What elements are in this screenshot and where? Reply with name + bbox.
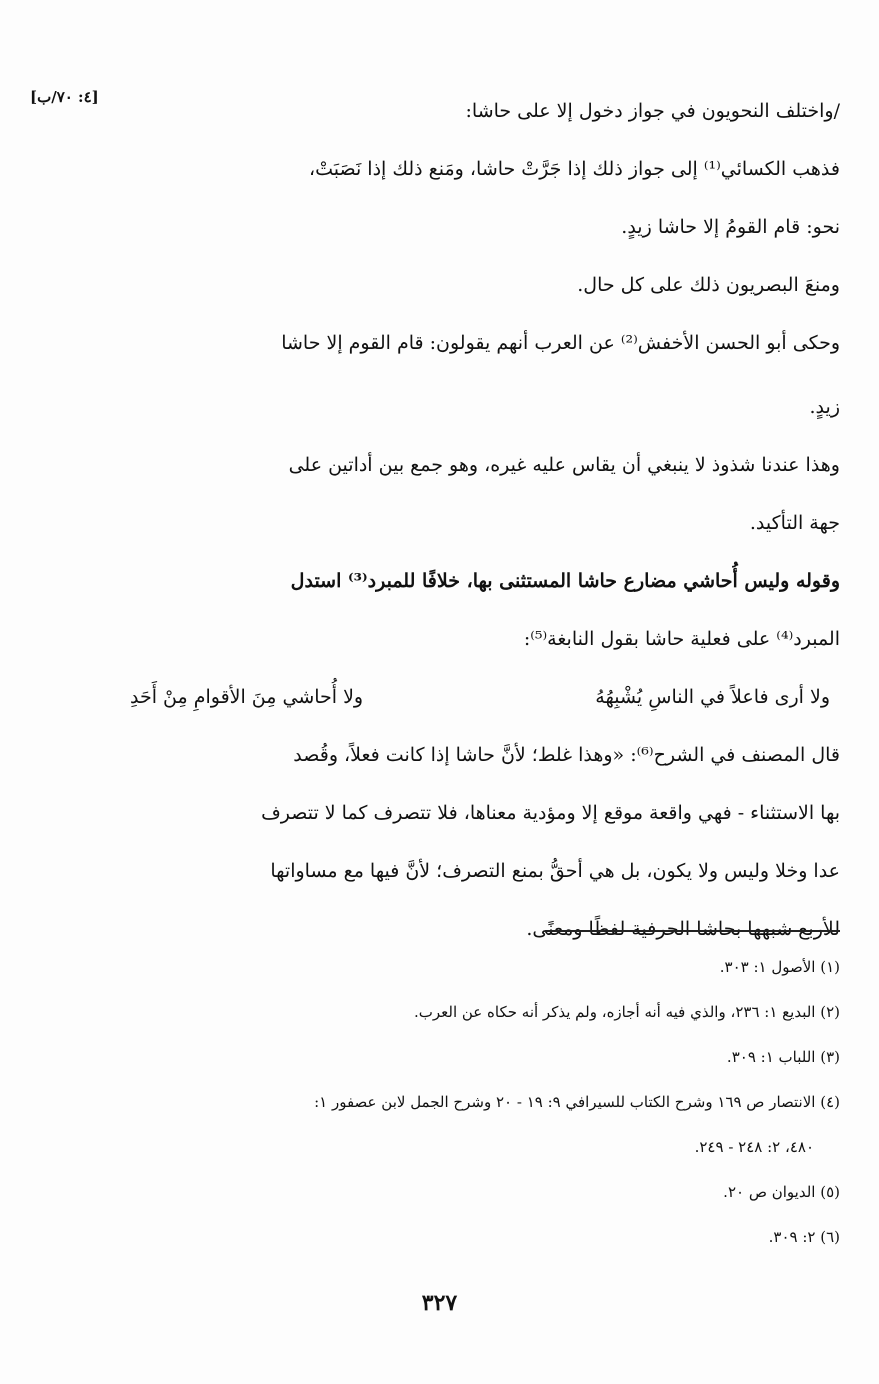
text-line: فذهب الكسائي⁽¹⁾ إلى جواز ذلك إذا جَرَّتْ حاشا، ومَنع ذلك إذا نَصَبَتْ، [308,158,840,180]
text-line: وحكى أبو الحسن الأخفش⁽²⁾ عن العرب أنهم يقولون: قام القوم إلا حاشا [281,332,840,354]
text-line: جهة التأكيد. [749,512,840,534]
footnotes [130,945,840,1260]
text-line: زيدٍ. [809,396,840,418]
footnote: (٢) البديع ١: ٢٣٦، والذي فيه أنه أجازه، ولم يذكر أنه حكاه عن العرب. [413,1003,840,1021]
poetry-verse [130,668,840,726]
text-line: ومنعَ البصريون ذلك على كل حال. [577,274,840,296]
text-line: وقوله وليس أُحاشي مضارع حاشا المستثنى بها، خلافًا للمبرد⁽³⁾ استدل [290,570,840,592]
footnote: (٥) الديوان ص ٢٠. [723,1183,840,1201]
footnote: (٦) ٢: ٣٠٩. [768,1228,840,1246]
verse-first-hemistich: ولا أرى فاعلاً في الناسِ يُشْبِهُهُ [595,686,830,708]
verse-second-hemistich: ولا أُحاشي مِنَ الأقوامِ مِنْ أَحَدِ [130,686,364,708]
page-number: ٣٢٧ [421,1290,458,1316]
text-line: قال المصنف في الشرح⁽⁶⁾: «وهذا غلط؛ لأنَّ حاشا إذا كانت فعلاً، وقُصد [293,744,840,766]
footnote: (٣) اللباب ١: ٣٠٩. [726,1048,840,1066]
text-line: للأربع شبهها بحاشا الحرفية لفظًا ومعنًى. [526,918,840,940]
text-line: وهذا عندنا شذوذ لا ينبغي أن يقاس عليه غيره، وهو جمع بين أداتين على [288,454,840,476]
text-line: نحو: قام القومُ إلا حاشا زيدٍ. [621,216,840,238]
text-line: /واختلف النحويون في جواز دخول إلا على حاشا: [465,100,840,122]
footnote: (١) الأصول ١: ٣٠٣. [719,958,840,976]
footnote-continuation: ٤٨٠، ٢: ٢٤٨ - ٢٤٩. [694,1138,814,1156]
text-line: عدا وخلا وليس ولا يكون، بل هي أحقُّ بمنع التصرف؛ لأنَّ فيها مع مساواتها [270,860,840,882]
manuscript-folio-reference: [٤: ٧٠/ب] [30,88,99,106]
footnote-divider [545,930,840,932]
text-line: المبرد⁽⁴⁾ على فعلية حاشا بقول النابغة⁽⁵⁾: [523,628,840,650]
main-text [130,82,840,958]
text-line: بها الاستثناء - فهي واقعة موقع إلا ومؤدية معناها، فلا تتصرف كما لا تتصرف [261,802,840,824]
footnote: (٤) الانتصار ص ١٦٩ وشرح الكتاب للسيرافي ٩: ١٩ - ٢٠ وشرح الجمل لابن عصفور ١: [314,1093,840,1111]
